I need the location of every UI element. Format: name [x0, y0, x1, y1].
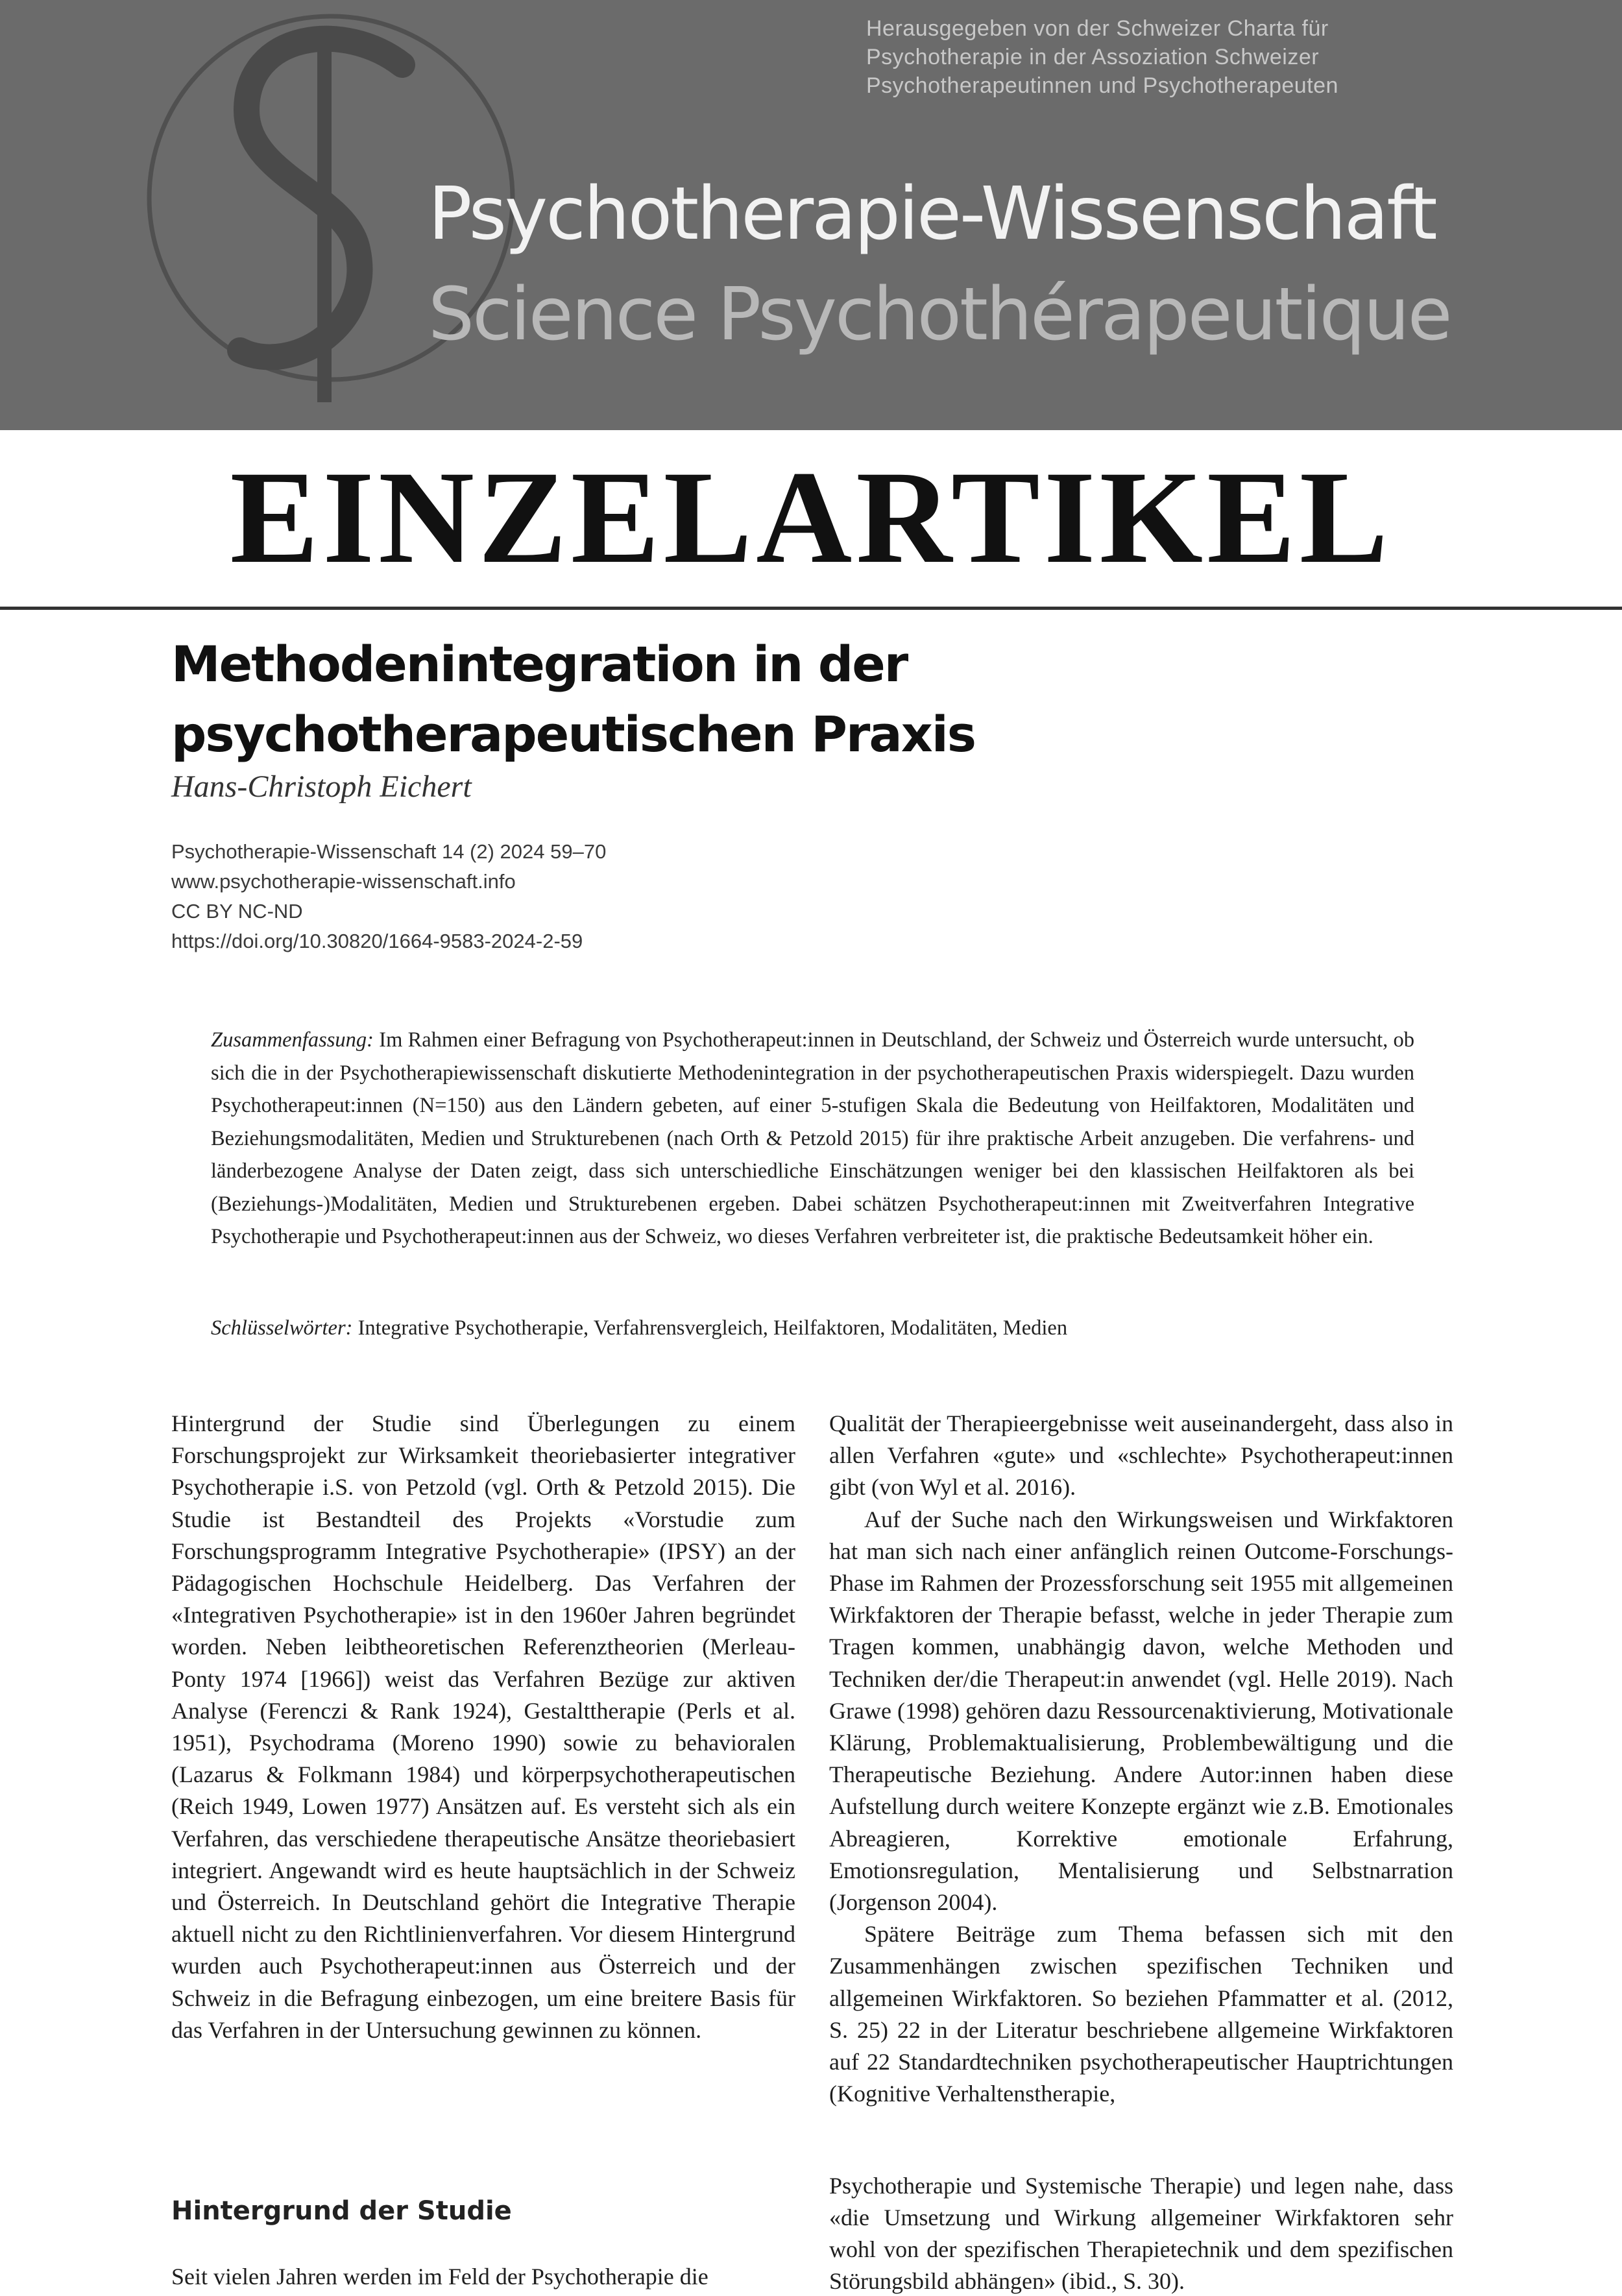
keywords-label: Schlüsselwörter:: [211, 1316, 353, 1340]
publisher-line: Psychotherapeutinnen und Psychotherapeuten: [866, 73, 1338, 98]
paragraph: Psychotherapie und Systemische Therapie) und legen nahe, dass «die Umsetzung und Wirkung allgemeiner Wirkfaktoren sehr wohl von der spezifischen Therapietechnik und dem spezifischen Störungsbild abhängen» (ibid., S. 30).: [829, 2173, 1453, 2294]
abstract-label: Zusammenfassung:: [211, 1028, 374, 1052]
journal-banner: [0, 0, 1622, 430]
article-title: [171, 629, 1339, 769]
meta-doi-link[interactable]: https://doi.org/10.30820/1664-9583-2024-2-59: [171, 930, 583, 952]
body-column-left: [171, 1408, 795, 2115]
paragraph: Qualität der Therapieergebnisse weit auseinandergeht, dass also in allen Verfahren «gute» und «schlechte» Psychotherapeut:innen gibt (von Wyl et al. 2016).: [829, 1410, 1453, 1501]
paragraph: Spätere Beiträge zum Thema befassen sich mit den Zusammenhängen zwischen spezifischen Techniken und allgemeinen Wirkfaktoren. So beziehen Pfammatter et al. (2012, S. 25) 22 in der Literatur beschriebene allgemeine Wirkfaktoren auf 22 Standardtechniken psychotherapeutischer Hauptrichtungen (Kognitive Verhaltenstherapie,: [829, 1921, 1453, 2107]
article-title-line: Methodenintegration in der: [171, 635, 908, 693]
meta-license: CC BY NC-ND: [171, 900, 303, 923]
meta-website-link[interactable]: www.psychotherapie-wissenschaft.info: [171, 870, 516, 893]
page-heading: EINZELARTIKEL: [230, 444, 1392, 591]
body-text-continued: Seit vielen Jahren werden im Feld der Psychotherapie die: [171, 2264, 708, 2290]
page-gap: [0, 2116, 1622, 2167]
article-author: Hans-Christoph Eichert: [171, 769, 472, 804]
article-meta: [171, 837, 606, 956]
publisher-line: Herausgegeben von der Schweizer Charta für: [866, 16, 1329, 41]
article-title-line: psychotherapeutischen Praxis: [171, 705, 976, 763]
meta-citation: Psychotherapie-Wissenschaft 14 (2) 2024 59–70: [171, 840, 607, 863]
body-text-continued-right: [829, 2170, 1453, 2296]
paragraph: Hintergrund der Studie sind Überlegungen zu einem Forschungsprojekt zur Wirksamkeit theoriebasierter integrativer Psychotherapie i.S. von Petzold (vgl. Orth & Petzold 2015). Die Studie ist Bestandteil des Projekts «Vorstudie zum Forschungsprogramm Integrative Psychotherapie» (IPSY) an der Pädagogischen Hochschule Heidelberg. Das Verfahren der «Integrativen Psychotherapie» ist in den 1960er Jahren begründet worden. Neben leibtheoretischen Referenztheorien (Merleau-Ponty 1974 [1966]) weist das Verfahren Bezüge zur aktiven Analyse (Ferenczi & Rank 1924), Gestalttherapie (Perls et al. 1951), Psychodrama (Moreno 1990) sowie zu behavioralen (Lazarus & Folkmann 1984) und körperpsychotherapeutischen (Reich 1949, Lowen 1977) Ansätzen auf. Es versteht sich als ein Verfahren, das verschiedene therapeutische Ansätze theoriebasiert integriert. Angewandt wird es heute hauptsächlich in der Schweiz und Österreich. In Deutschland gehört die Integrative Therapie aktuell nicht zu den Richtlinienverfahren. Vor diesem Hintergrund wurden auch Psychotherapeut:innen aus Österreich und der Schweiz in die Befragung einbezogen, um eine breitere Basis für das Verfahren in der Untersuchung gewinnen zu können.: [171, 1410, 795, 2043]
keywords: [211, 1312, 1414, 1344]
section-heading: Hintergrund der Studie: [171, 2196, 512, 2226]
paragraph: Auf der Suche nach den Wirkungsweisen und Wirkfaktoren hat man sich nach einer anfänglich reinen Outcome-Forschungs-Phase im Rahmen der Prozessforschung seit 1955 mit allgemeinen Wirkfaktoren der Therapie befasst, welche in jeder Therapie zum Tragen kommen, unabhängig davon, welche Methoden und Techniken der/die Therapeut:in anwendet (vgl. Helle 2019). Nach Grawe (1998) gehören dazu Ressourcenaktivierung, Motivationale Klärung, Problemaktualisierung, Problembewältigung und die Therapeutische Beziehung. Andere Autor:innen haben diese Aufstellung durch weitere Konzepte ergänzt wie z.B. Emotionales Abreagieren, Korrektive emotionale Erfahrung, Emotionsregulation, Mentalisierung und Selbstnarration (Jorgenson 2004).: [829, 1506, 1453, 1916]
keywords-text: Integrative Psychotherapie, Verfahrensvergleich, Heilfaktoren, Modalitäten, Medien: [352, 1316, 1068, 1340]
abstract-text: Im Rahmen einer Befragung von Psychotherapeut:innen in Deutschland, der Schweiz und Österreich wurde untersucht, ob sich die in der Psychotherapiewissenschaft diskutierte Methodenintegration in der psychotherapeutischen Praxis widerspiegelt. Dazu wurden Psychotherapeut:innen (N=150) aus den Ländern gebeten, auf einer 5-stufigen Skala die Bedeutung von Heilfaktoren, Modalitäten und Beziehungsmodalitäten, Medien und Strukturebenen (nach Orth & Petzold 2015) für ihre praktische Arbeit anzugeben. Die verfahrens- und länderbezogene Analyse der Daten zeigt, dass sich unterschiedliche Einschätzungen weniger bei den klassischen Heilfaktoren als bei (Beziehungs-)Modalitäten, Medien und Strukturebenen ergeben. Dabei schätzen Psychotherapeut:innen mit Zweitverfahren Integrative Psychotherapie und Psychotherapeut:innen aus der Schweiz, wo dieses Verfahren verbreiteter ist, die praktische Bedeutsamkeit höher ein.: [211, 1028, 1414, 1248]
journal-title-de: Psychotherapie-Wissenschaft: [428, 172, 1436, 256]
journal-title-fr: Science Psychothérapeutique: [428, 272, 1451, 357]
divider: [0, 607, 1622, 610]
publisher-line: Psychotherapie in der Assoziation Schweizer: [866, 45, 1320, 69]
body-column-right: [829, 1408, 1453, 2115]
abstract: [211, 1024, 1414, 1253]
publisher-info: [866, 14, 1437, 100]
